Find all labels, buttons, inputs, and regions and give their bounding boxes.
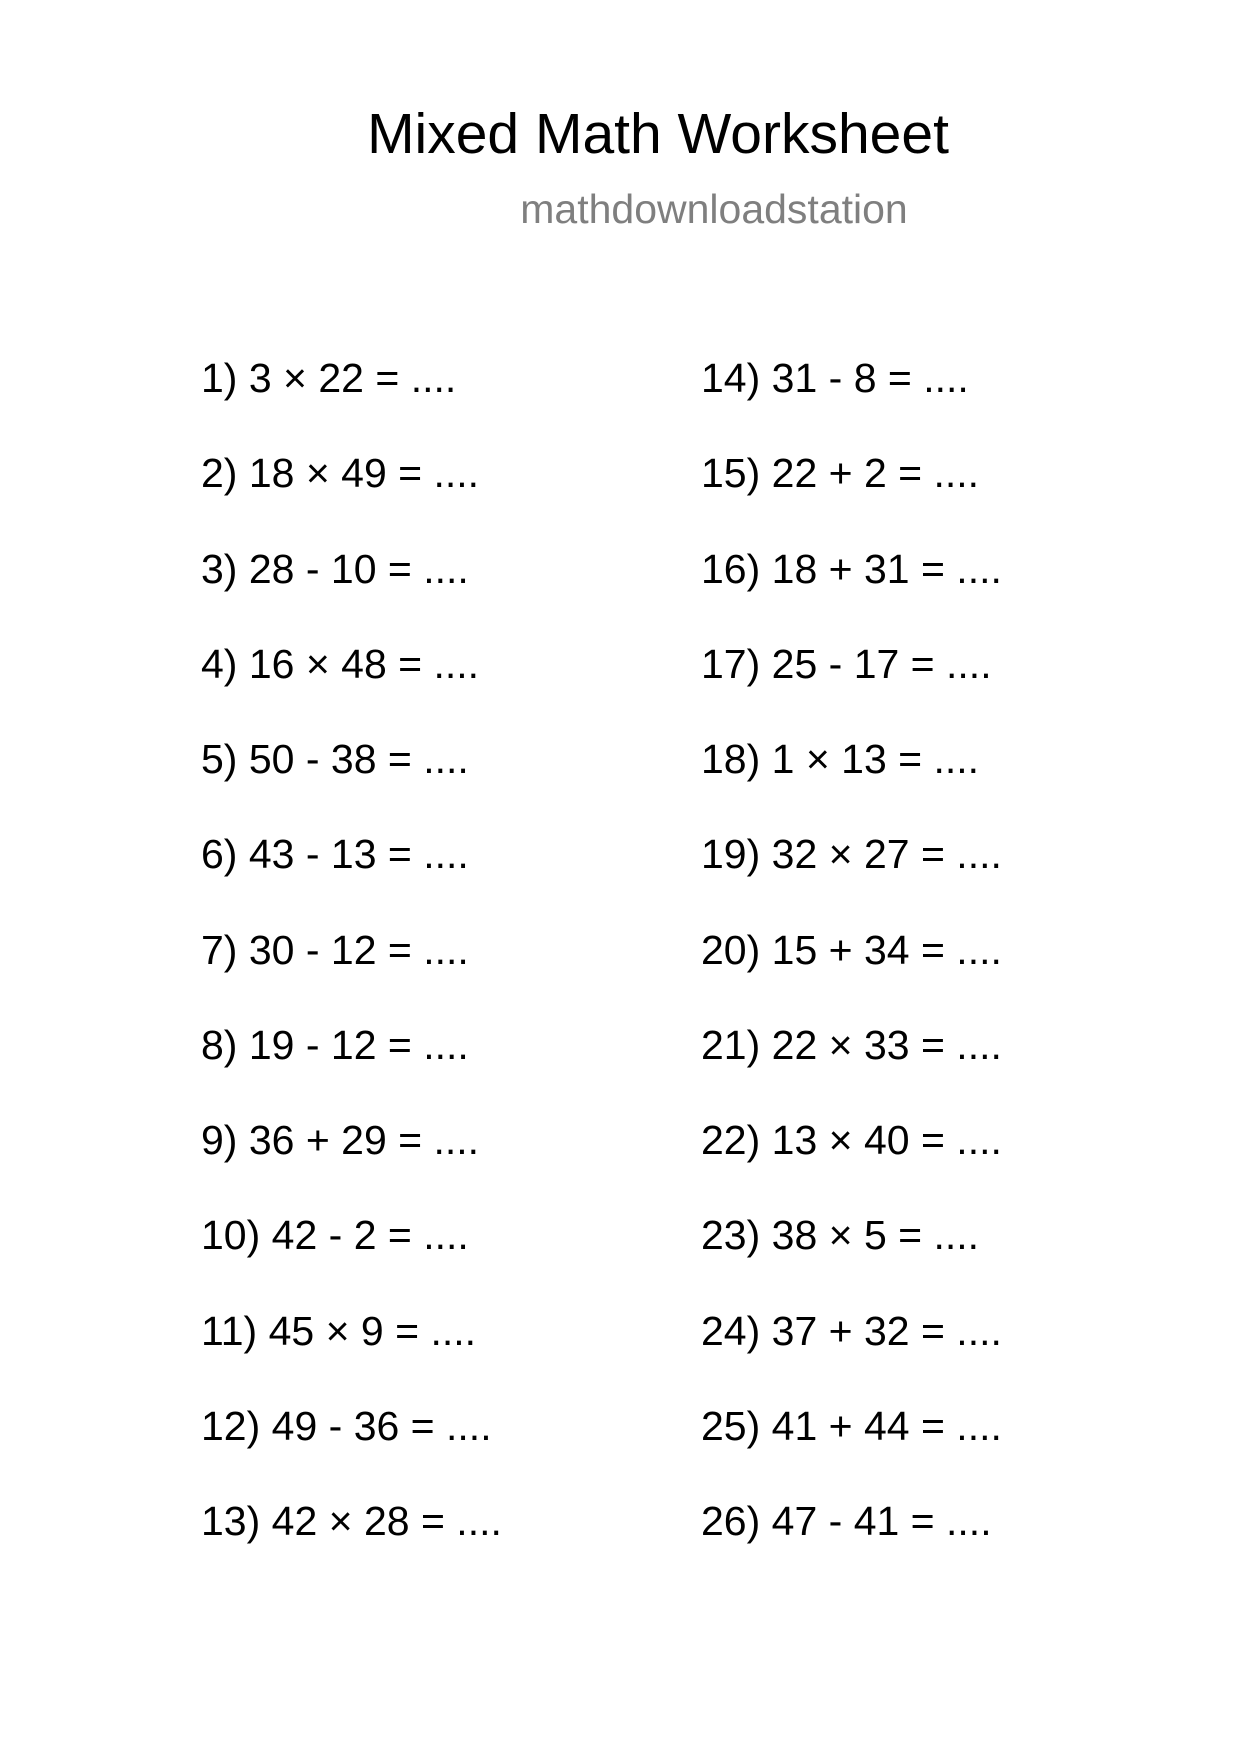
problem-21: 21) 22 × 33 = .... bbox=[701, 1021, 1002, 1068]
problem-12: 12) 49 - 36 = .... bbox=[201, 1402, 492, 1449]
problem-5: 5) 50 - 38 = .... bbox=[201, 736, 469, 782]
problem-7: 7) 30 - 12 = .... bbox=[201, 926, 469, 973]
page-title: Mixed Math Worksheet bbox=[367, 102, 949, 166]
problem-4: 4) 16 × 48 = .... bbox=[201, 640, 480, 687]
problem-column-right bbox=[701, 349, 1002, 1587]
problem-17: 17) 25 - 17 = .... bbox=[701, 640, 992, 687]
problem-6: 6) 43 - 13 = .... bbox=[201, 831, 469, 878]
problem-20: 20) 15 + 34 = .... bbox=[701, 926, 1002, 973]
problem-8: 8) 19 - 12 = .... bbox=[201, 1021, 469, 1068]
problem-24: 24) 37 + 32 = .... bbox=[701, 1307, 1002, 1354]
problem-25: 25) 41 + 44 = .... bbox=[701, 1402, 1002, 1449]
problem-15: 15) 22 + 2 = .... bbox=[701, 450, 980, 497]
problem-9: 9) 36 + 29 = .... bbox=[201, 1117, 480, 1163]
problem-2: 2) 18 × 49 = .... bbox=[201, 450, 480, 497]
problem-23: 23) 38 × 5 = .... bbox=[701, 1212, 980, 1259]
problem-26: 26) 47 - 41 = .... bbox=[701, 1498, 992, 1544]
problem-18: 18) 1 × 13 = .... bbox=[701, 736, 980, 782]
problem-13: 13) 42 × 28 = .... bbox=[201, 1498, 502, 1544]
problem-10: 10) 42 - 2 = .... bbox=[201, 1212, 469, 1259]
problem-14: 14) 31 - 8 = .... bbox=[701, 355, 969, 401]
problem-1: 1) 3 × 22 = .... bbox=[201, 355, 457, 401]
problem-3: 3) 28 - 10 = .... bbox=[201, 545, 469, 592]
problem-column-left bbox=[201, 349, 502, 1587]
problem-11: 11) 45 × 9 = .... bbox=[201, 1307, 477, 1354]
problem-16: 16) 18 + 31 = .... bbox=[701, 545, 1002, 592]
problem-19: 19) 32 × 27 = .... bbox=[701, 831, 1002, 878]
page-subtitle: mathdownloadstation bbox=[520, 186, 908, 232]
problem-22: 22) 13 × 40 = .... bbox=[701, 1117, 1002, 1163]
